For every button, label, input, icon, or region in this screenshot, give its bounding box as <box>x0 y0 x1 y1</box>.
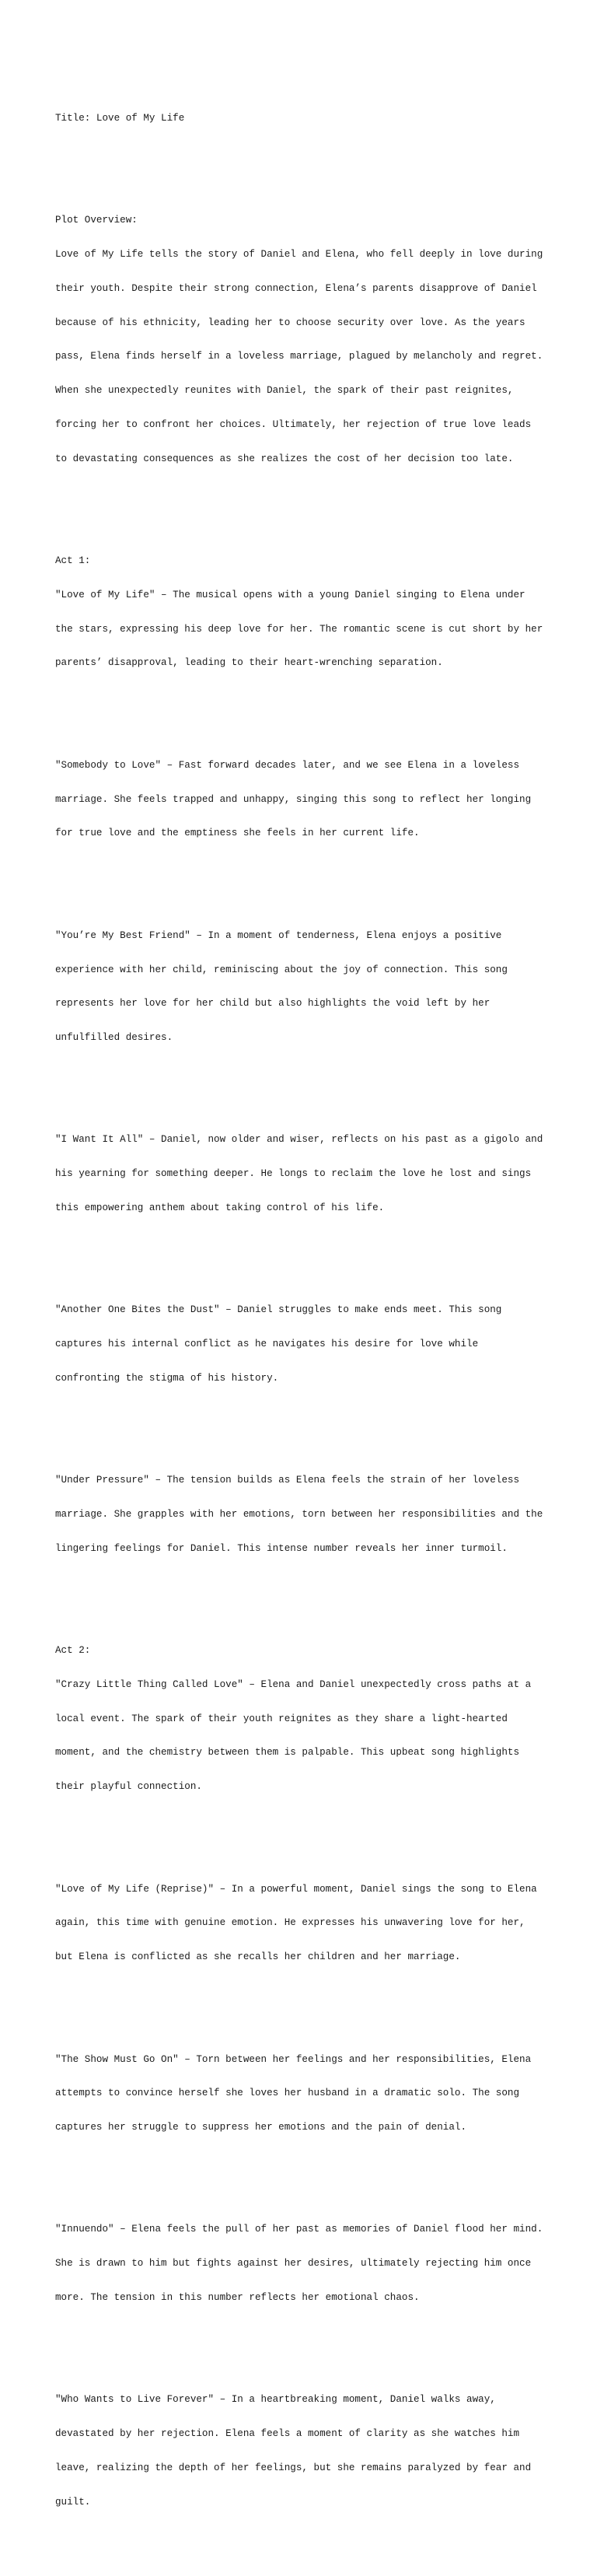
plot-line: forcing her to confront her choices. Ultimately, her rejection of true love leads <box>55 419 532 430</box>
song-line: "You’re My Best Friend" – In a moment of tenderness, Elena enjoys a positive <box>55 929 502 941</box>
song-line: represents her love for her child but also highlights the void left by her <box>55 998 491 1010</box>
act2-heading: Act 2: <box>55 1645 91 1657</box>
plot-line: pass, Elena finds herself in a loveless marriage, plagued by melancholy and regret. <box>55 351 543 362</box>
act1-song-3 <box>55 908 553 1066</box>
song-line: captures her struggle to suppress her emotions and the pain of denial. <box>55 2122 467 2133</box>
document-title-block <box>55 90 553 147</box>
song-line: local event. The spark of their youth reignites as they share a light-hearted <box>55 1713 508 1724</box>
act1-heading: Act 1: <box>55 555 91 567</box>
song-line: for true love and the emptiness she feels in her current life. <box>55 828 420 839</box>
song-line: "The Show Must Go On" – Torn between her feelings and her responsibilities, Elena <box>55 2053 532 2065</box>
song-line: "Love of My Life" – The musical opens with a young Daniel singing to Elena under <box>55 589 525 600</box>
song-line: "Under Pressure" – The tension builds as Elena feels the strain of her loveless <box>55 1475 520 1486</box>
song-line: "I Want It All" – Daniel, now older and wiser, reflects on his past as a gigolo and <box>55 1134 543 1146</box>
song-line: "Crazy Little Thing Called Love" – Elena and Daniel unexpectedly cross paths at a <box>55 1678 532 1690</box>
song-line: devastated by her rejection. Elena feels a moment of clarity as she watches him <box>55 2428 520 2440</box>
song-line: the stars, expressing his deep love for her. The romantic scene is cut short by her <box>55 623 543 635</box>
song-line: confronting the stigma of his history. <box>55 1372 279 1384</box>
act2-song-5 <box>55 2371 553 2530</box>
song-line: his yearning for something deeper. He longs to reclaim the love he lost and sings <box>55 1168 532 1180</box>
song-line: attempts to convince herself she loves her husband in a dramatic solo. The song <box>55 2088 520 2099</box>
act1-song-6 <box>55 1452 553 1577</box>
act2-song-3 <box>55 2031 553 2156</box>
song-line: "Who Wants to Live Forever" – In a heartbreaking moment, Daniel walks away, <box>55 2394 496 2406</box>
act1-song-1 <box>55 533 553 691</box>
document-body <box>55 56 553 2576</box>
song-line: She is drawn to him but fights against her desires, ultimately rejecting him once <box>55 2258 532 2270</box>
song-line: more. The tension in this number reflects her emotional chaos. <box>55 2291 420 2303</box>
song-line: unfulfilled desires. <box>55 1032 173 1044</box>
song-line: "Another One Bites the Dust" – Daniel struggles to make ends meet. This song <box>55 1304 502 1316</box>
plot-line: their youth. Despite their strong connection, Elena’s parents disapprove of Daniel <box>55 282 537 294</box>
song-line: "Somebody to Love" – Fast forward decades later, and we see Elena in a loveless <box>55 759 520 771</box>
act2-song-4 <box>55 2201 553 2326</box>
song-line: "Love of My Life (Reprise)" – In a powerful moment, Daniel sings the song to Elena <box>55 1883 537 1895</box>
plot-line: to devastating consequences as she realizes the cost of her decision too late. <box>55 453 514 464</box>
song-line: marriage. She feels trapped and unhappy, singing this song to reflect her longing <box>55 793 532 805</box>
act1-song-4 <box>55 1111 553 1237</box>
plot-overview-heading: Plot Overview: <box>55 215 138 226</box>
plot-line: because of his ethnicity, leading her to choose security over love. As the years <box>55 317 525 328</box>
song-line: "Innuendo" – Elena feels the pull of her past as memories of Daniel flood her mind. <box>55 2224 543 2235</box>
song-line: experience with her child, reminiscing about the joy of connection. This song <box>55 964 508 975</box>
plot-line: When she unexpectedly reunites with Daniel, the spark of their past reignites, <box>55 385 514 397</box>
song-line: guilt. <box>55 2496 91 2508</box>
song-line: their playful connection. <box>55 1781 202 1793</box>
act1-song-2 <box>55 737 553 863</box>
song-line: again, this time with genuine emotion. He expresses his unwavering love for her, <box>55 1917 525 1929</box>
act2-song-1 <box>55 1622 553 1815</box>
song-line: but Elena is conflicted as she recalls her children and her marriage. <box>55 1951 461 1963</box>
song-line: captures his internal conflict as he navigates his desire for love while <box>55 1339 479 1350</box>
plot-line: Love of My Life tells the story of Daniel and Elena, who fell deeply in love during <box>55 249 543 261</box>
act1-song-5 <box>55 1282 553 1407</box>
song-line: moment, and the chemistry between them is palpable. This upbeat song highlights <box>55 1747 520 1759</box>
song-line: this empowering anthem about taking control of his life. <box>55 1202 385 1213</box>
song-line: leave, realizing the depth of her feelings, but she remains paralyzed by fear and <box>55 2462 532 2473</box>
plot-overview-section <box>55 192 553 487</box>
act2-song-2 <box>55 1860 553 1986</box>
song-line: lingering feelings for Daniel. This intense number reveals her inner turmoil. <box>55 1542 508 1554</box>
document-title: Title: Love of My Life <box>55 112 185 124</box>
song-line: parents’ disapproval, leading to their heart-wrenching separation. <box>55 657 443 669</box>
song-line: marriage. She grapples with her emotions, torn between her responsibilities and the <box>55 1509 543 1520</box>
